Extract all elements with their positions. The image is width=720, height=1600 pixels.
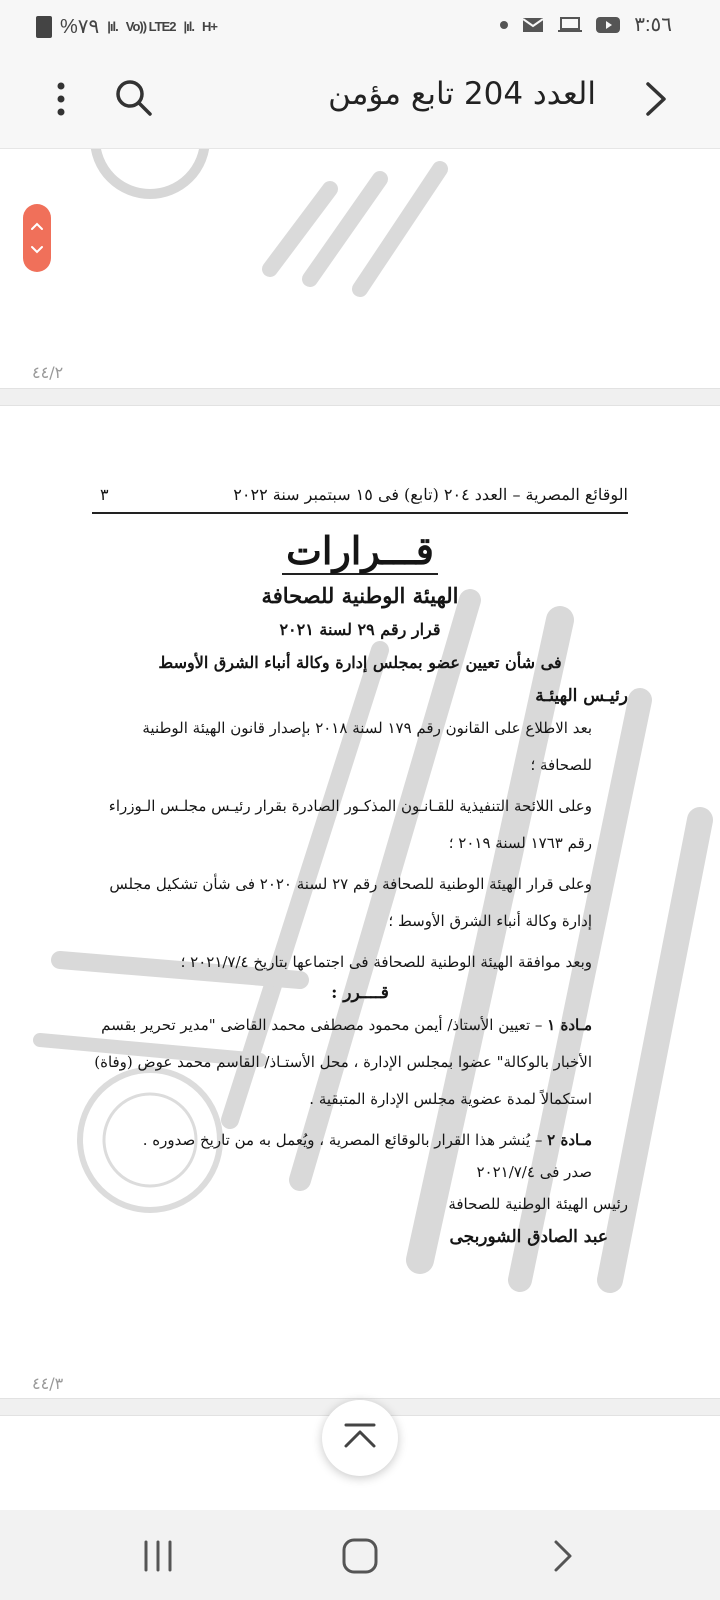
signature-title: رئيس الهيئة الوطنية للصحافة (448, 1195, 628, 1213)
youtube-icon (596, 16, 620, 34)
battery-level: %٧٩ (60, 16, 100, 38)
paragraph-2: وعلى اللائحة التنفيذية للقـانـون المذكـور الصادرة بقرار رئيـس مجلـس الـوزراء رقم ١٧٦٣ لسنة ٢٠١٩ ؛ (108, 797, 592, 852)
status-right (500, 12, 672, 37)
header-text: الوقائع المصرية – العدد ٢٠٤ (تابع) فى ١٥ سبتمبر سنة ٢٠٢٢ (233, 485, 628, 504)
mail-icon (522, 16, 544, 34)
notification-dot-icon (500, 21, 508, 29)
decides-heading: قــــرر : (331, 983, 389, 1003)
search-button[interactable] (112, 76, 156, 120)
signature-name: عبد الصادق الشوربجى (449, 1227, 608, 1247)
decision-subject: فى شأن تعيين عضو بمجلس إدارة وكالة أنباء الشرق الأوسط (158, 653, 562, 672)
chair-heading: رئيـس الهيئـة (535, 686, 628, 706)
clock: ٣:٥٦ (634, 14, 672, 36)
decision-number: قرار رقم ٢٩ لسنة ٢٠٢١ (279, 620, 441, 639)
page-header (92, 485, 628, 514)
laptop-icon (558, 16, 582, 34)
chevron-up-down-icon (23, 204, 51, 272)
status-bar (0, 0, 720, 50)
document-page (92, 485, 628, 1247)
app-bar (0, 50, 720, 149)
battery-icon (36, 16, 52, 38)
recent-apps-icon (136, 1534, 180, 1578)
scroll-to-top-button[interactable] (322, 1400, 398, 1476)
watermark-seal-icon (80, 149, 220, 199)
paragraph-3: وعلى قرار الهيئة الوطنية للصحافة رقم ٢٧ لسنة ٢٠٢٠ فى شأن تشكيل مجلس إدارة وكالة أنباء الشرق الأوسط ؛ (109, 875, 592, 930)
signal-icon: |ıl. (107, 19, 118, 34)
recent-apps-button[interactable] (136, 1534, 180, 1578)
home-button[interactable] (338, 1534, 382, 1578)
authority-name: الهيئة الوطنية للصحافة (261, 583, 459, 608)
header-page-number: ٣ (100, 485, 109, 504)
signal-icon-2: |ıl. (183, 19, 194, 34)
more-vert-icon (46, 78, 76, 120)
fast-scroll-handle[interactable] (23, 204, 51, 272)
article-2: مـادة ٢ – يُنشر هذا القرار بالوقائع المصرية ، ويُعمل به من تاريخ صدوره . (142, 1131, 592, 1149)
network-type: Vo)) LTE2 (125, 19, 176, 34)
issued-date: صدر فى ٢٠٢١/٧/٤ (476, 1163, 592, 1181)
watermark-stamp-icon (250, 149, 470, 299)
page-number-prev: ٤٤/٢ (32, 363, 64, 382)
scroll-to-top-icon (322, 1400, 398, 1476)
paragraph-1: بعد الاطلاع على القانون رقم ١٧٩ لسنة ٢٠١٨ بإصدار قانون الهيئة الوطنية للصحافة ؛ (142, 719, 592, 774)
home-icon (338, 1534, 382, 1578)
decisions-title: قـــرارات (92, 528, 628, 573)
article-1: مـادة ١ – تعيين الأستاذ/ أيمن محمود مصطفى محمد القاضى "مدير تحرير بقسم الأخبار بالوكالة" عضوا بمجلس الإدارة ، محل الأستـاذ/ القاسم محمد عوض (وفاة) استكمالاً لمدة عضوية مجلس الإدارة المتبقية . (94, 1016, 592, 1108)
more-options-button[interactable] (46, 78, 76, 120)
paragraph-4: وبعد موافقة الهيئة الوطنية للصحافة فى اجتماعها بتاريخ ٢٠٢١/٧/٤ ؛ (180, 953, 592, 971)
data-type: H+ (202, 19, 217, 34)
status-left (36, 14, 217, 39)
chevron-right-icon (636, 78, 676, 120)
page-separator (0, 388, 720, 406)
chevron-right-icon (540, 1534, 584, 1578)
back-button[interactable] (636, 78, 676, 120)
page-number-current: ٤٤/٣ (32, 1374, 64, 1393)
back-nav-button[interactable] (540, 1534, 584, 1578)
search-icon (112, 76, 156, 120)
system-nav-bar (0, 1510, 720, 1600)
document-title: العدد 204 تابع مؤمن (328, 76, 596, 112)
